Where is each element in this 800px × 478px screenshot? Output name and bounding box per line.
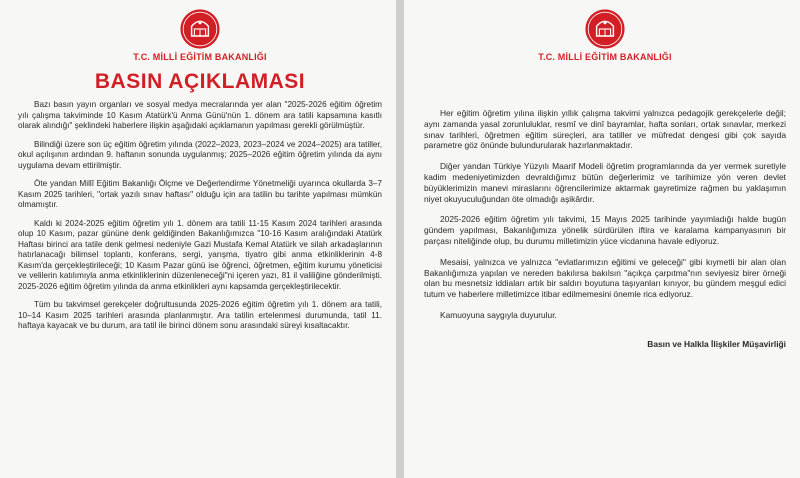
- paragraph: Her eğitim öğretim yılına ilişkin yıllık çalışma takvimi yalnızca pedagojik gerekçelerle değil; aynı zamanda yasal zorunluluklar, resmî ve dinî bayramlar, hafta sonları, ortak sınavlar, merkezi sınav tarihleri, öğretmen eğitim süreçleri, ara tatiller ve müfredat dengesi gibi çok sayıda parametre göz önünde bulundurularak hazırlanmaktadır.: [424, 108, 786, 151]
- ministry-name: T.C. MİLLİ EĞİTİM BAKANLIĞI: [133, 52, 267, 62]
- ministry-emblem-icon: [584, 8, 626, 50]
- paragraph: Öte yandan Millî Eğitim Bakanlığı Ölçme ve Değerlendirme Yönetmeliği uyarınca okullarda 3–7 Kasım 2025 tarihleri, "ortak yazılı sınav haftası" olduğu için ara tatilin bu tarihte yapılması mümkün olmamıştır.: [18, 179, 382, 209]
- ministry-emblem-icon: [179, 8, 221, 50]
- document-page-left: [0, 0, 396, 478]
- paragraph: Bilindiği üzere son üç eğitim öğretim yılında (2022–2023, 2023–2024 ve 2024–2025) ara tatiller, okul açılışının ardından 9. haftanın sonunda uygulanmış; 2025–2026 eğitim öğretim yılında da aynı uygulama devam ettirilmiştir.: [18, 139, 382, 170]
- paragraph: Kamuoyuna saygıyla duyurulur.: [440, 309, 557, 320]
- signature: Basın ve Halkla İlişkiler Müşavirliği: [647, 338, 786, 349]
- paragraph: Bazı basın yayın organları ve sosyal medya mecralarında yer alan "2025-2026 eğitim öğretim yılı çalışma takviminde 10 Kasım Atatürk'ü Anma Günü'nün 1. dönem ara tatili kapsamına kasıtlı olarak alındığı" şeklindeki haberlere ilişkin aşağıdaki açıklamanın yapılması gerekli görülmüştür.: [18, 100, 382, 130]
- paragraph: 2025-2026 eğitim öğretim yılı takvimi, 15 Mayıs 2025 tarihinde yayımladığı halde bugün gündem yapılması, Bakanlığımıza yönelik sürdürülen iftira ve karalama kampanyasının bir parçası niteliğinde olup, bu durumu milletimizin yüce vicdanına havale ediyoruz.: [424, 214, 786, 246]
- paragraph: Mesaisi, yalnızca ve yalnızca "evlatlarımızın eğitimi ve geleceği" gibi kıymetli bir alan olan Bakanlığımıza yapılan ve nereden bakılırsa bakılsın "açıkça çarpıtma"nın seviyesiz birer örneği olan bu mesnetsiz iddiaları artık bir saldırı boyutuna taşıyanları kınıyor, bu gündem meşgul edici tutum ve haberlere milletimizce itibar edilmemesini önemle rica ediyoruz.: [424, 256, 786, 300]
- ministry-name: T.C. MİLLİ EĞİTİM BAKANLIĞI: [538, 52, 672, 62]
- document-page-right: [404, 0, 800, 478]
- paragraph: Kaldı ki 2024-2025 eğitim öğretim yılı 1. dönem ara tatili 11-15 Kasım 2024 tarihleri arasında olup 10 Kasım, pazar gününe denk geldiğinden Bakanlığımızca "10-16 Kasım aralığındaki Atatürk Haftası birinci ara tatile denk gelmesi nedeniyle Gazi Mustafa Kemal Atatürk ve silah arkadaşlarının hatırlanacağı bilimsel toplantı, konferans, sergi, yarışma, tiyatro gibi anma etkinliklerinin 4-8 Kasım'da gerçekleştirileceği; 10 Kasım Pazar günü ise öğrenci, öğretmen, eğitim kurumu yöneticisi ve velilerin katılımıyla anma etkinliklerinin düzenleneceği"ni içeren yazı, 81 il valiliğine gönderilmişti. 2025-2026 eğitim öğretim yılında da anma etkinlikleri aynı kapsamda gerçekleştirilecektir.: [18, 218, 382, 291]
- page-gutter: [396, 0, 404, 478]
- paragraph: Tüm bu takvimsel gerekçeler doğrultusunda 2025-2026 eğitim öğretim yılı 1. dönem ara tatili, 10–14 Kasım 2025 tarihleri arasında planlanmıştır. Ara tatilin ertelenmesi durumunda, tatil 11. haftaya kayacak ve bu durum, ara tatil ile birinci dönem sonu arasındaki süreyi kısaltacaktır.: [18, 300, 382, 330]
- paragraph: Diğer yandan Türkiye Yüzyılı Maarif Modeli öğretim programlarında da yer vermek suretiyle kadim medeniyetimizden devraldığımız bütün değerlerimiz ve tarihimize yön veren devlet büyüklerimizin manevi miraslarını öğrencilerimize aktarmak gayretimize rağmen bu yaklaşımın niyet okuyuculuğundan öte olmadığı aşikârdır.: [424, 161, 786, 204]
- page-title: BASIN AÇIKLAMASI: [94, 70, 306, 93]
